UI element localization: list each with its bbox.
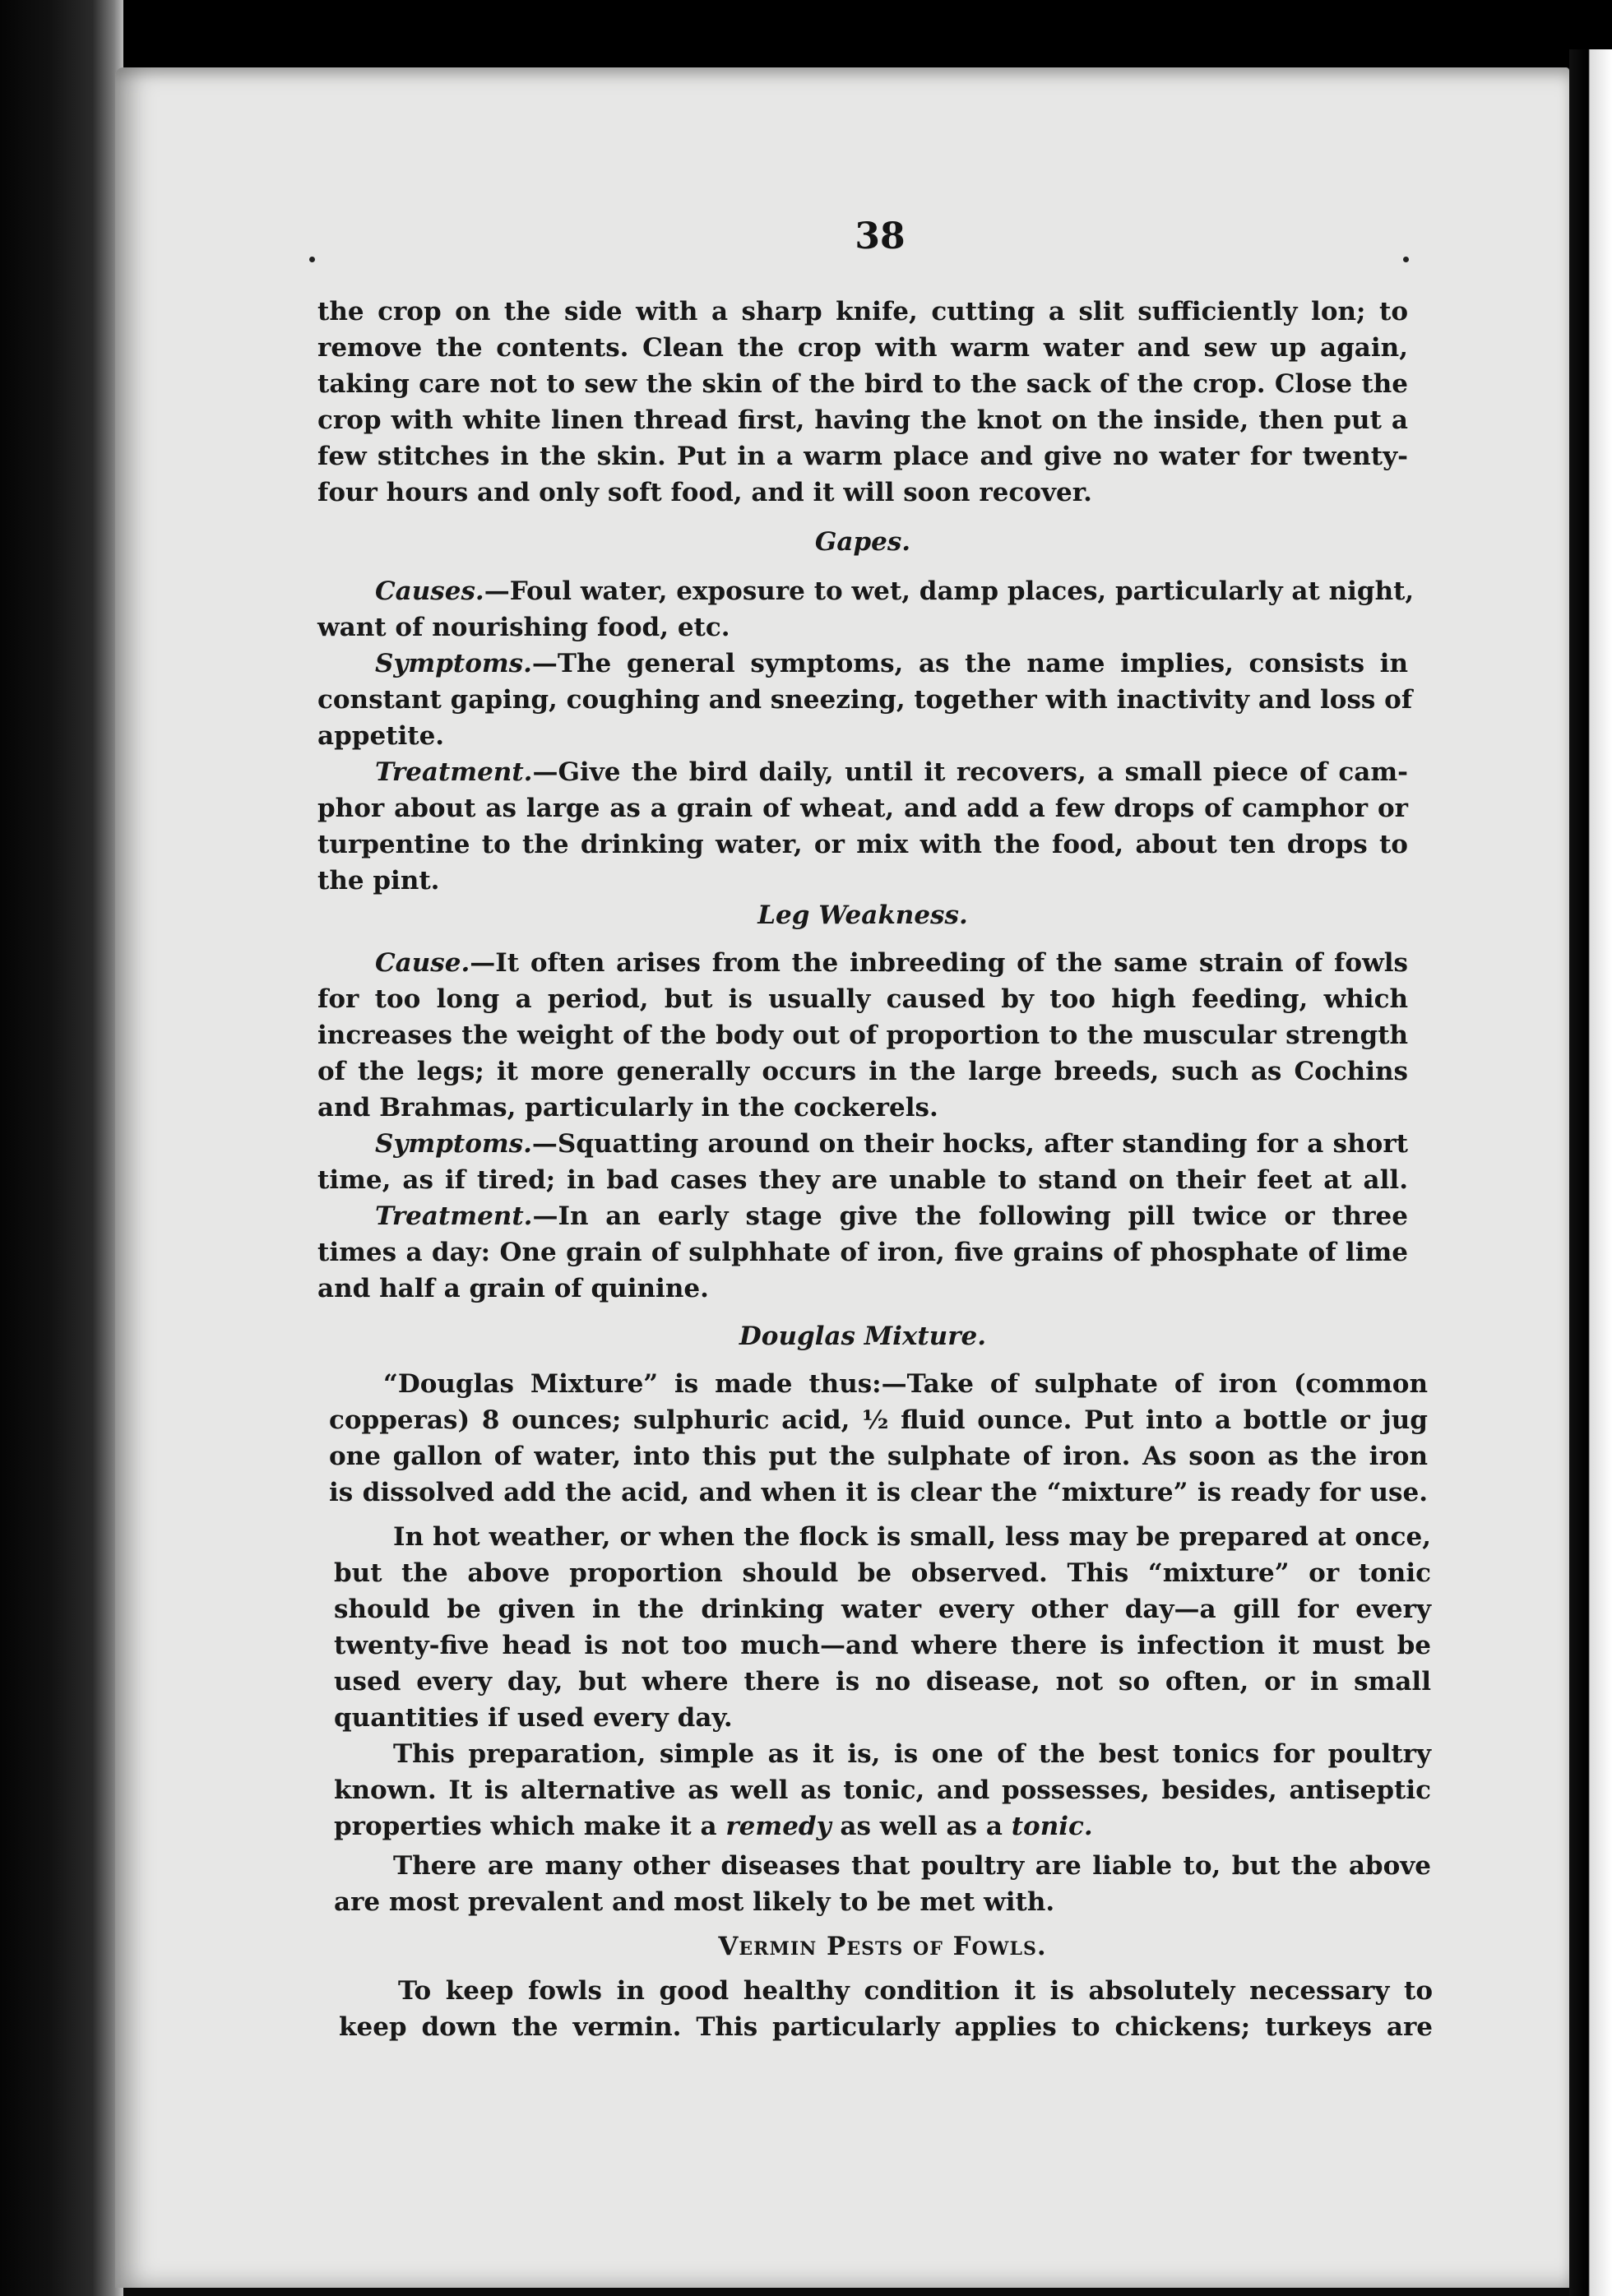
section-heading-gapes: Gapes. bbox=[814, 527, 911, 557]
text-line: one gallon of water, into this put the sulphate of iron. As soon as the iron bbox=[329, 1442, 1428, 1471]
text-line: for too long a period, but is usually caused by too high feeding, which bbox=[317, 984, 1408, 1014]
text-line: used every day, but where there is no disease, not so often, or in small bbox=[334, 1667, 1431, 1697]
text-line: phor about as large as a grain of wheat, and add a few drops of camphor or bbox=[317, 794, 1408, 823]
text-line: This preparation, simple as it is, is one of the best tonics for poultry bbox=[393, 1739, 1431, 1769]
text-line: twenty-five head is not too much—and where there is infection it must be bbox=[334, 1631, 1431, 1660]
text-line: the crop on the side with a sharp knife, cutting a slit sufficiently lon; to bbox=[317, 297, 1408, 326]
text-line: taking care not to sew the skin of the bird to the sack of the crop. Close the bbox=[317, 369, 1408, 399]
text-line: appetite. bbox=[317, 721, 445, 751]
scan-right-border bbox=[1569, 49, 1612, 2296]
text-line: constant gaping, coughing and sneezing, together with inactivity and loss of bbox=[317, 685, 1413, 715]
text-line: time, as if tired; in bad cases they are unable to stand on their feet at all. bbox=[317, 1165, 1408, 1195]
paragraph-label: Treatment. bbox=[375, 757, 533, 787]
paragraph-label: Treatment. bbox=[375, 1201, 533, 1231]
text-line bbox=[375, 946, 1408, 982]
text-line bbox=[375, 1199, 1408, 1235]
emphasis-tonic: tonic. bbox=[1011, 1812, 1093, 1841]
text-line: four hours and only soft food, and it will soon recover. bbox=[317, 478, 1092, 507]
text-line: There are many other diseases that poultry are liable to, but the above bbox=[393, 1851, 1431, 1881]
text-line: and half a grain of quinine. bbox=[317, 1274, 709, 1303]
text-line: should be given in the drinking water every other day—a gill for every bbox=[334, 1595, 1431, 1624]
paragraph-label: Symptoms. bbox=[375, 649, 532, 678]
text-line: known. It is alternative as well as tonic, and possesses, besides, antiseptic bbox=[334, 1775, 1431, 1805]
paragraph-text: —The general symptoms, as the name implies, consists in bbox=[531, 649, 1408, 678]
paragraph-text: as well as a bbox=[831, 1812, 1012, 1841]
text-line: copperas) 8 ounces; sulphuric acid, ½ fluid ounce. Put into a bottle or jug bbox=[329, 1405, 1428, 1435]
text-line bbox=[375, 755, 1408, 791]
scan-top-border bbox=[0, 0, 1612, 69]
text-line: keep down the vermin. This particularly applies to chickens; turkeys are bbox=[339, 2012, 1433, 2042]
section-heading-douglas-mixture: Douglas Mixture. bbox=[739, 1322, 987, 1351]
paragraph-label: Symptoms. bbox=[375, 1129, 532, 1159]
text-line: and Brahmas, particularly in the cockerels. bbox=[317, 1093, 938, 1123]
text-line: To keep fowls in good healthy condition it is absolutely necessary to bbox=[398, 1976, 1433, 2006]
paragraph-text: —Foul water, exposure to wet, damp places, particularly at night, bbox=[484, 576, 1415, 606]
paragraph-text: properties which make it a bbox=[334, 1812, 726, 1841]
paragraph-text: —In an early stage give the following pill twice or three bbox=[532, 1201, 1408, 1231]
text-line: increases the weight of the body out of proportion to the muscular strength bbox=[317, 1021, 1408, 1050]
paragraph-label: Cause. bbox=[375, 948, 470, 978]
text-line bbox=[375, 1127, 1408, 1163]
text-line bbox=[375, 574, 1415, 610]
paragraph-text: —Squatting around on their hocks, after standing for a short bbox=[531, 1129, 1408, 1159]
text-line: “Douglas Mixture” is made thus:—Take of sulphate of iron (common bbox=[383, 1369, 1428, 1399]
text-line: is dissolved add the acid, and when it is clear the “mixture” is ready for use. bbox=[329, 1478, 1428, 1507]
emphasis-remedy: remedy bbox=[725, 1812, 831, 1841]
paragraph-text: —It often arises from the inbreeding of the same strain of fowls bbox=[470, 948, 1408, 978]
text-line bbox=[334, 1809, 1431, 1845]
paragraph-label: Causes. bbox=[375, 576, 484, 606]
section-heading-leg-weakness: Leg Weakness. bbox=[757, 900, 968, 930]
text-line: crop with white linen thread first, having the knot on the inside, then put a bbox=[317, 405, 1408, 435]
section-heading-vermin-pests: Vermin Pests of Fowls. bbox=[718, 1932, 1047, 1961]
text-line: few stitches in the skin. Put in a warm place and give no water for twenty- bbox=[317, 442, 1408, 471]
text-line: of the legs; it more generally occurs in the large breeds, such as Cochins bbox=[317, 1057, 1408, 1086]
text-line: turpentine to the drinking water, or mix with the food, about ten drops to bbox=[317, 830, 1408, 859]
text-line: are most prevalent and most likely to be met with. bbox=[334, 1887, 1055, 1917]
text-line: quantities if used every day. bbox=[334, 1703, 733, 1733]
text-line: In hot weather, or when the flock is small, less may be prepared at once, bbox=[393, 1522, 1431, 1552]
text-line: times a day: One grain of sulphhate of iron, five grains of phosphate of lime bbox=[317, 1238, 1408, 1267]
text-line: want of nourishing food, etc. bbox=[317, 613, 730, 642]
text-line bbox=[375, 646, 1408, 683]
text-line: remove the contents. Clean the crop with warm water and sew up again, bbox=[317, 333, 1408, 363]
book-spine-edge bbox=[0, 0, 123, 2296]
page-number: 38 bbox=[855, 215, 906, 257]
paragraph-text: —Give the bird daily, until it recovers, a small piece of cam- bbox=[532, 757, 1408, 787]
text-line: but the above proportion should be observed. This “mixture” or tonic bbox=[334, 1558, 1431, 1588]
text-line: the pint. bbox=[317, 866, 440, 896]
speck-mark bbox=[309, 257, 315, 262]
speck-mark bbox=[1403, 257, 1409, 262]
